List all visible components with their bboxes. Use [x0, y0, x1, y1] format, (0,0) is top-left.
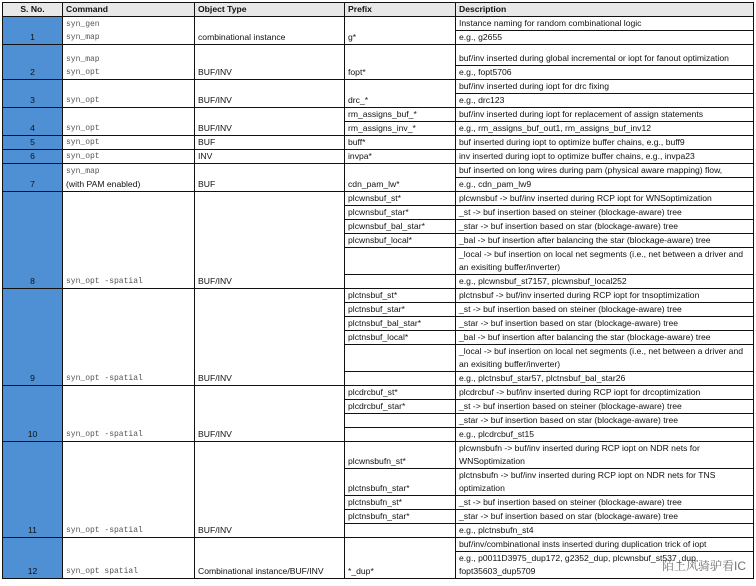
- description-cell: _bal -> buf insertion after balancing the star (blockage-aware) tree: [456, 234, 754, 248]
- description-cell: e.g., g2655: [456, 31, 754, 45]
- command-cell: syn_opt: [63, 108, 195, 136]
- description-cell: _st -> buf insertion based on steiner (blockage-aware) tree: [456, 303, 754, 317]
- table-row: [3, 192, 754, 206]
- description-cell: plcwnsbuf -> buf/inv inserted during RCP iopt for WNSoptimization: [456, 192, 754, 206]
- description-cell: _star -> buf insertion based on star (blockage-aware) tree: [456, 414, 754, 428]
- description-cell: _bal -> buf insertion after balancing the star (blockage-aware) tree: [456, 331, 754, 345]
- prefix-cell: [345, 372, 456, 386]
- sno-cell: 7: [3, 164, 63, 192]
- command-cell: syn_opt -spatial: [63, 386, 195, 442]
- description-cell: e.g., fopt5706: [456, 66, 754, 80]
- description-cell: e.g., p0011D3975_dup172, g2352_dup, plcwnsbuf_st537_dup, fopt35603_dup5709: [456, 552, 754, 579]
- header-row: [3, 3, 754, 17]
- table-row: [3, 164, 754, 178]
- prefix-cell: rm_assigns_inv_*: [345, 122, 456, 136]
- prefix-cell: plcwnsbuf_st*: [345, 192, 456, 206]
- description-cell: buf inserted during iopt to optimize buffer chains, e.g., buff9: [456, 136, 754, 150]
- prefix-cell: plcdrcbuf_star*: [345, 400, 456, 414]
- table-row: [3, 442, 754, 469]
- description-cell: _star -> buf insertion based on star (blockage-aware) tree: [456, 220, 754, 234]
- table-row: [3, 150, 754, 164]
- description-cell: e.g., rm_assigns_buf_out1, rm_assigns_buf_inv12: [456, 122, 754, 136]
- description-cell: Instance naming for random combinational logic: [456, 17, 754, 31]
- object-type-cell: BUF/INV: [195, 442, 345, 538]
- object-type-cell: BUF: [195, 136, 345, 150]
- table-row: [3, 80, 754, 94]
- prefix-cell: plctnsbuf_star*: [345, 303, 456, 317]
- object-type-cell: BUF/INV: [195, 289, 345, 386]
- sno-cell: 8: [3, 192, 63, 289]
- table-row: [3, 17, 754, 31]
- object-type-cell: BUF: [195, 164, 345, 192]
- description-cell: buf/inv inserted during iopt for drc fixing: [456, 80, 754, 94]
- command-cell: syn_opt -spatial: [63, 289, 195, 386]
- description-cell: _local -> buf insertion on local net segments (i.e., net between a driver and an exisiting buffer/inverter): [456, 248, 754, 275]
- prefix-cell: fopt*: [345, 45, 456, 80]
- prefix-cell: *_dup*: [345, 538, 456, 579]
- prefix-cell: [345, 248, 456, 275]
- sno-cell: 1: [3, 17, 63, 45]
- table-row: [3, 538, 754, 552]
- object-type-cell: BUF/INV: [195, 386, 345, 442]
- description-cell: e.g., plcwnsbuf_st7157, plcwnsbuf_local252: [456, 275, 754, 289]
- description-cell: _st -> buf insertion based on steiner (blockage-aware) tree: [456, 496, 754, 510]
- command-cell: syn_map (with PAM enabled): [63, 164, 195, 192]
- prefix-cell: [345, 414, 456, 428]
- header-prefix: Prefix: [345, 3, 456, 17]
- prefix-cell: [345, 428, 456, 442]
- sno-cell: 9: [3, 289, 63, 386]
- object-type-cell: combinational instance: [195, 17, 345, 45]
- description-cell: plcdrcbuf -> buf/inv inserted during RCP iopt for drcoptimization: [456, 386, 754, 400]
- object-type-cell: Combinational instance/BUF/INV: [195, 538, 345, 579]
- prefix-cell: plcwnsbuf_local*: [345, 234, 456, 248]
- command-cell: syn_opt -spatial: [63, 192, 195, 289]
- prefix-cell: rm_assigns_buf_*: [345, 108, 456, 122]
- description-cell: plctnsbufn -> buf/inv inserted during RCP iopt on NDR nets for TNS optimization: [456, 469, 754, 496]
- prefix-cell: plcdrcbuf_st*: [345, 386, 456, 400]
- description-cell: _st -> buf insertion based on steiner (blockage-aware) tree: [456, 206, 754, 220]
- description-cell: _local -> buf insertion on local net segments (i.e., net between a driver and an exisiting buffer/inverter): [456, 345, 754, 372]
- sno-cell: 3: [3, 80, 63, 108]
- description-cell: e.g., plcdrcbuf_st15: [456, 428, 754, 442]
- description-cell: buf/inv inserted during iopt for replacement of assign statements: [456, 108, 754, 122]
- sno-cell: 12: [3, 538, 63, 579]
- prefix-cell: plcwnsbuf_star*: [345, 206, 456, 220]
- prefix-cell: plctnsbuf_st*: [345, 289, 456, 303]
- header-command: Command: [63, 3, 195, 17]
- sno-cell: 4: [3, 108, 63, 136]
- sno-cell: 2: [3, 45, 63, 80]
- prefix-cell: invpa*: [345, 150, 456, 164]
- object-type-cell: BUF/INV: [195, 192, 345, 289]
- watermark: 陌上风骑驴看IC: [661, 559, 746, 573]
- command-cell: syn_map syn_opt: [63, 45, 195, 80]
- sno-cell: 10: [3, 386, 63, 442]
- description-cell: plcwnsbufn -> buf/inv inserted during RCP iopt on NDR nets for WNSoptimization: [456, 442, 754, 469]
- prefix-cell: [345, 524, 456, 538]
- description-cell: _star -> buf insertion based on star (blockage-aware) tree: [456, 510, 754, 524]
- prefix-cell: [345, 275, 456, 289]
- prefix-cell: plctnsbufn_star*: [345, 469, 456, 496]
- command-cell: syn_opt: [63, 136, 195, 150]
- table-row: [3, 108, 754, 122]
- prefix-cell: drc_*: [345, 80, 456, 108]
- description-cell: _star -> buf insertion based on star (blockage-aware) tree: [456, 317, 754, 331]
- prefix-cell: g*: [345, 17, 456, 45]
- description-cell: inv inserted during iopt to optimize buffer chains, e.g., invpa23: [456, 150, 754, 164]
- description-cell: _st -> buf insertion based on steiner (blockage-aware) tree: [456, 400, 754, 414]
- object-type-cell: BUF/INV: [195, 45, 345, 80]
- sno-cell: 11: [3, 442, 63, 538]
- table-row: [3, 136, 754, 150]
- command-cell: syn_opt: [63, 80, 195, 108]
- description-cell: e.g., cdn_pam_lw9: [456, 178, 754, 192]
- prefix-cell: [345, 345, 456, 372]
- table-row: [3, 386, 754, 400]
- prefix-cell: plctnsbuf_local*: [345, 331, 456, 345]
- prefix-cell: buff*: [345, 136, 456, 150]
- command-cell: syn_opt -spatial: [63, 442, 195, 538]
- table-row: [3, 289, 754, 303]
- prefix-cell: plcwnsbuf_bal_star*: [345, 220, 456, 234]
- header-description: Description: [456, 3, 754, 17]
- header-object-type: Object Type: [195, 3, 345, 17]
- description-cell: buf inserted on long wires during pam (physical aware mapping) flow,: [456, 164, 754, 178]
- sno-cell: 5: [3, 136, 63, 150]
- prefix-cell: cdn_pam_lw*: [345, 164, 456, 192]
- header-sno: S. No.: [3, 3, 63, 17]
- prefix-cell: plcwnsbufn_st*: [345, 442, 456, 469]
- description-cell: plctnsbuf -> buf/inv inserted during RCP iopt for tnsoptimization: [456, 289, 754, 303]
- sno-cell: 6: [3, 150, 63, 164]
- description-cell: e.g., plctnsbufn_st4: [456, 524, 754, 538]
- prefix-cell: plctnsbuf_bal_star*: [345, 317, 456, 331]
- prefix-cell: plctnsbufn_st*: [345, 496, 456, 510]
- table-row: [3, 45, 754, 66]
- prefix-table: [2, 2, 754, 579]
- description-cell: e.g., drc123: [456, 94, 754, 108]
- object-type-cell: BUF/INV: [195, 108, 345, 136]
- description-cell: e.g., plctnsbuf_star57, plctnsbuf_bal_star26: [456, 372, 754, 386]
- command-cell: syn_gen syn_map: [63, 17, 195, 45]
- description-cell: buf/inv/combinational insts inserted during duplication trick of iopt: [456, 538, 754, 552]
- command-cell: syn_opt: [63, 150, 195, 164]
- description-cell: buf/inv inserted during global incremental or iopt for fanout optimization: [456, 45, 754, 66]
- object-type-cell: INV: [195, 150, 345, 164]
- object-type-cell: BUF/INV: [195, 80, 345, 108]
- prefix-cell: plctnsbufn_star*: [345, 510, 456, 524]
- command-cell: syn_opt spatial: [63, 538, 195, 579]
